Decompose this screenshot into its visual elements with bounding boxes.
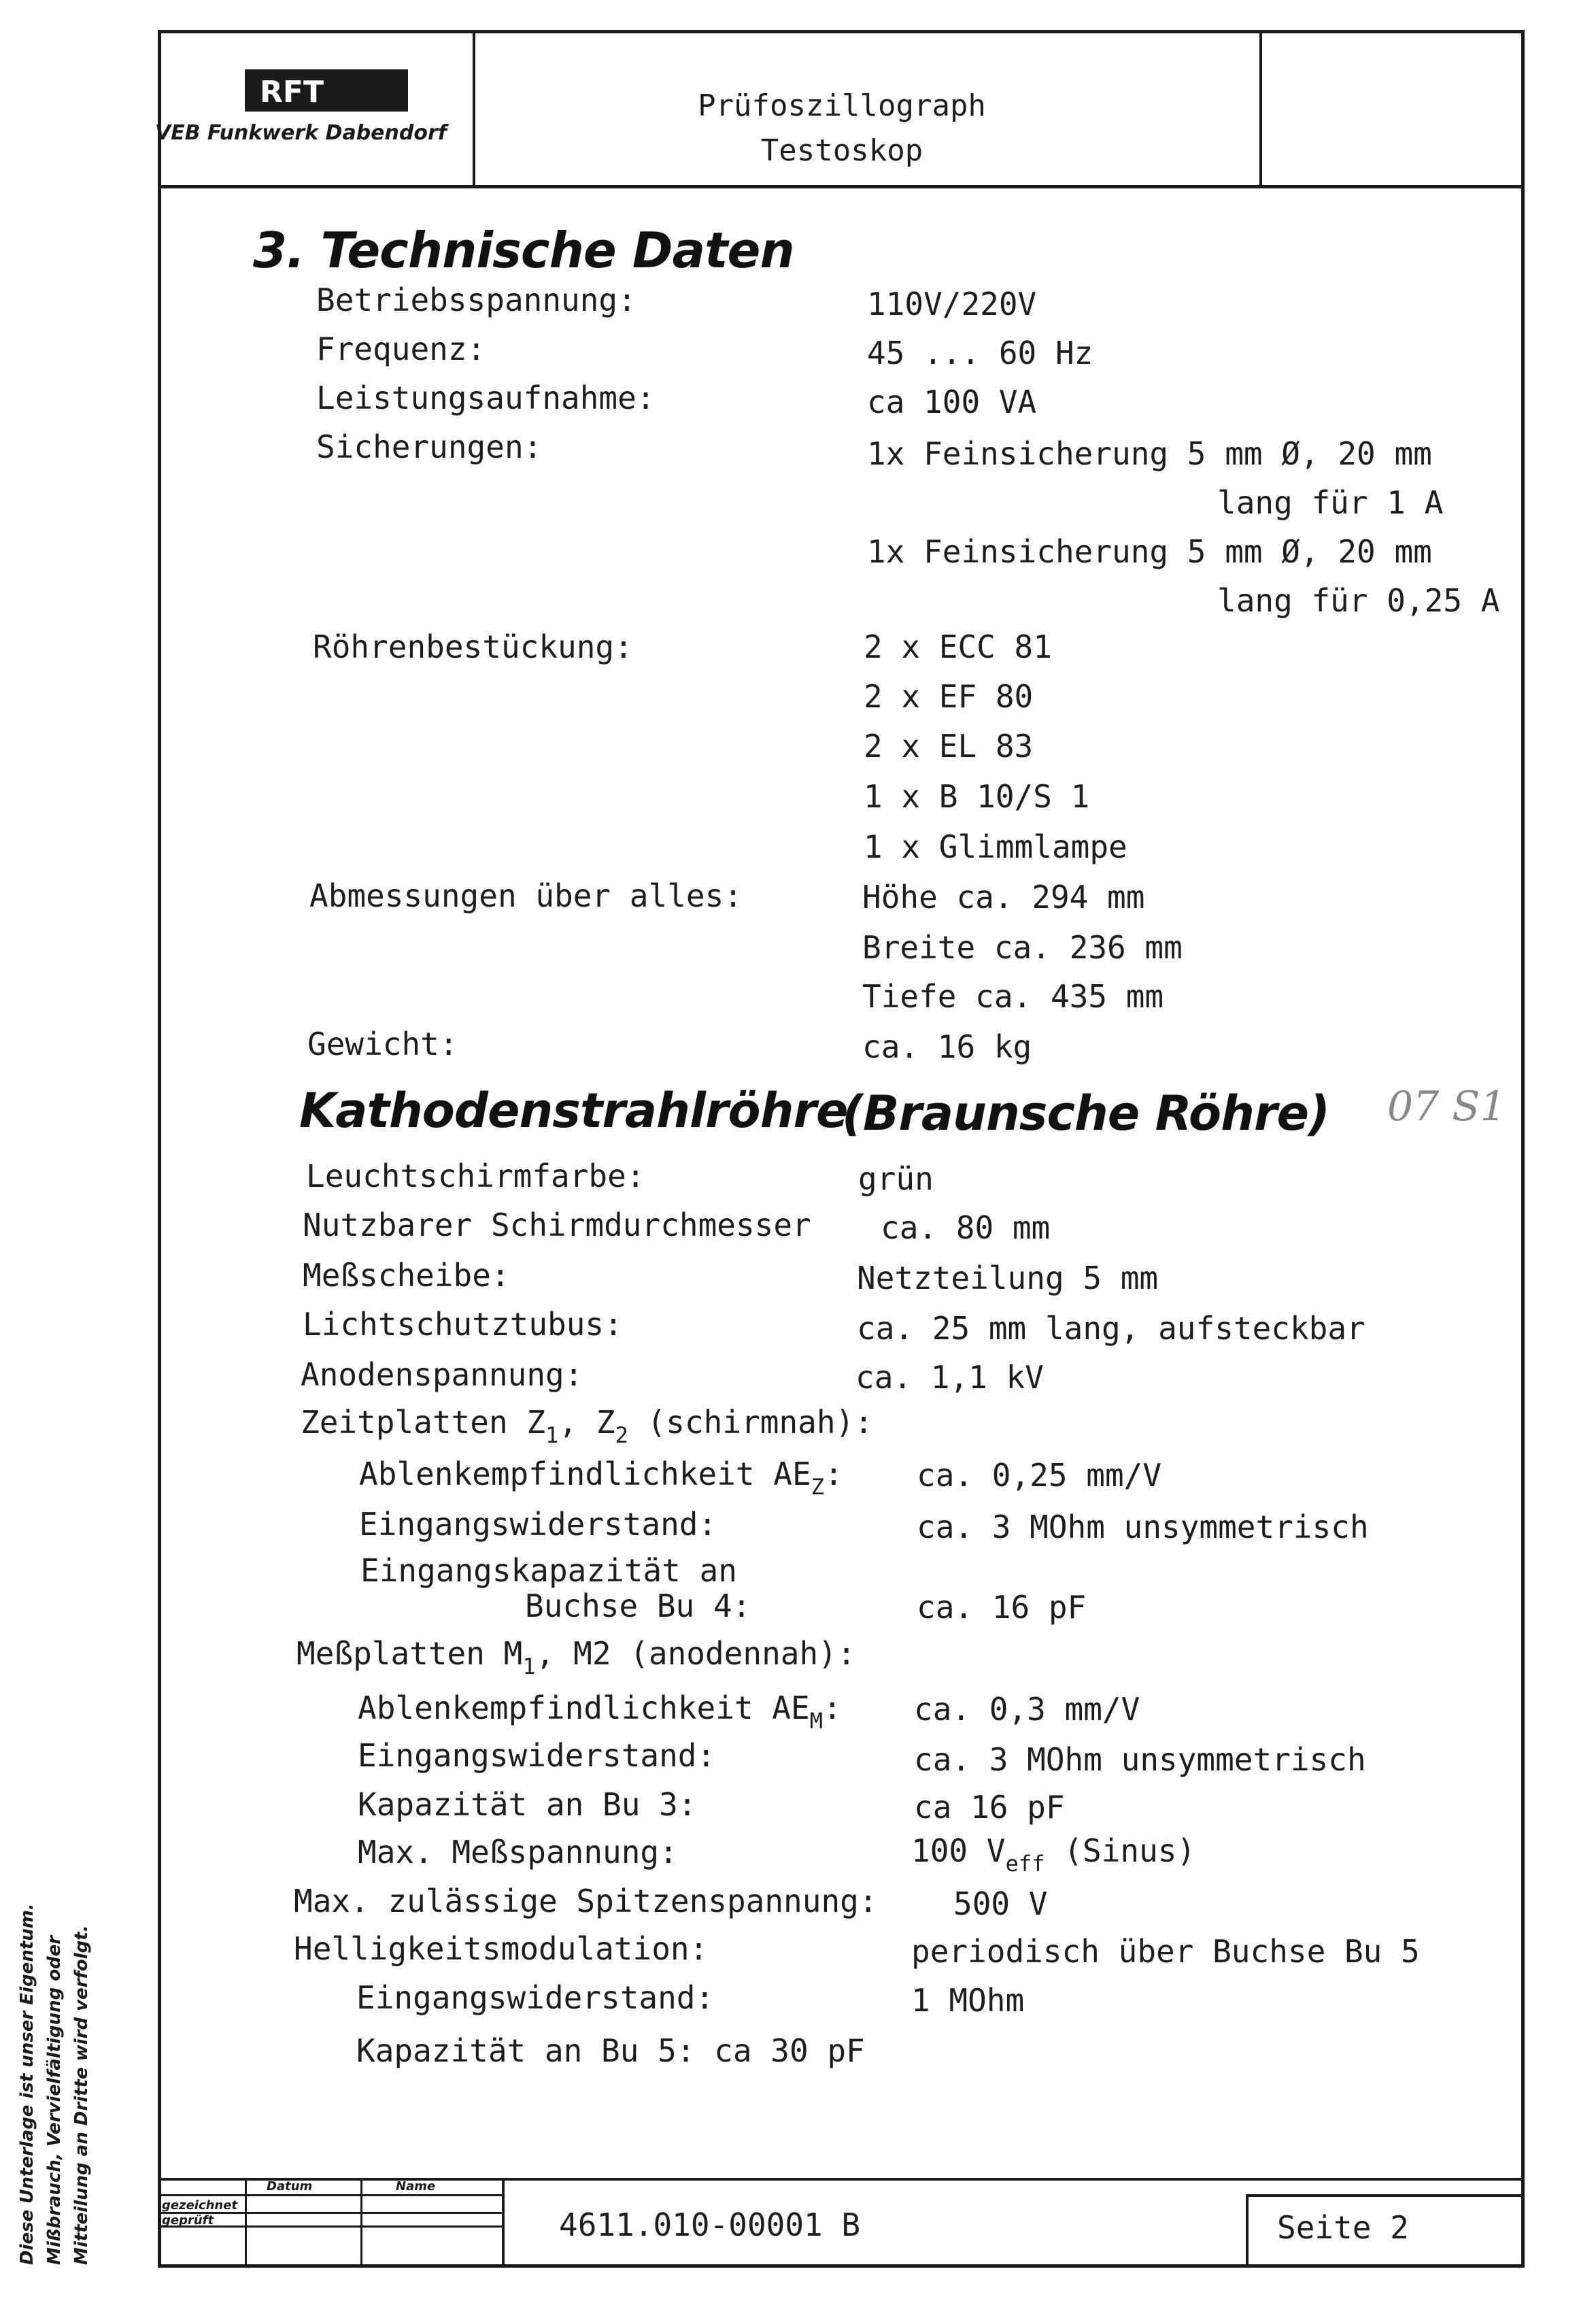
spec-label: Gewicht: <box>307 1026 458 1062</box>
doc-title-line1: Prüfoszillograph <box>698 88 986 123</box>
tube-item: 1 x Glimmlampe <box>864 828 1127 865</box>
copyright-side-note <box>14 1903 95 2265</box>
side-note-line: Mißbrauch, Vervielfältigung oder <box>44 1935 65 2265</box>
crt-value: periodisch über Buchse Bu 5 <box>911 1933 1420 1970</box>
crt-title: Kathodenstrahlröhre <box>299 1083 848 1139</box>
footer-col-name: Name <box>396 2179 436 2194</box>
crt-label: Anodenspannung: <box>301 1356 583 1393</box>
dimension-item: Tiefe ca. 435 mm <box>862 978 1164 1015</box>
crt-label: Lichtschutztubus: <box>303 1306 623 1343</box>
spec-value: lang für 1 A <box>1217 484 1444 521</box>
crt-label: Helligkeitsmodulation: <box>294 1930 709 1967</box>
spec-value: 1x Feinsicherung 5 mm Ø, 20 mm <box>867 533 1432 570</box>
footer-row-geprueft: geprüft <box>162 2213 214 2228</box>
doc-title-line2: Testoskop <box>760 133 923 168</box>
crt-label: Max. zulässige Spitzenspannung: <box>294 1883 878 1919</box>
rft-logo <box>245 69 408 112</box>
spec-value: lang für 0,25 A <box>1217 582 1500 619</box>
crt-label: Leuchtschirmfarbe: <box>306 1158 645 1194</box>
spec-label: Sicherungen: <box>316 429 543 465</box>
crt-value: 500 V <box>953 1885 1048 1922</box>
footer-row-line <box>158 2194 503 2196</box>
logo-text: RFT <box>260 75 324 110</box>
spec-label: Frequenz: <box>316 331 486 367</box>
crt-title-sub: (Braunsche Röhre) <box>842 1086 1329 1141</box>
tube-item: 2 x EL 83 <box>864 728 1034 765</box>
tube-item: 1 x B 10/S 1 <box>864 778 1090 815</box>
crt-value: ca. 3 MOhm unsymmetrisch <box>917 1509 1369 1545</box>
footer-col-line <box>502 2178 505 2266</box>
crt-label: Max. Meßspannung: <box>358 1834 678 1870</box>
crt-value: ca. 80 mm <box>881 1209 1051 1246</box>
crt-line: Kapazität an Bu 5: ca 30 pF <box>356 2032 865 2069</box>
footer-row-gezeichnet: gezeichnet <box>162 2198 238 2213</box>
crt-label: Eingangskapazität an <box>360 1552 737 1589</box>
footer-col-datum: Datum <box>267 2179 313 2194</box>
spec-label: Röhrenbestückung: <box>313 628 633 665</box>
crt-value: ca. 1,1 kV <box>855 1359 1044 1396</box>
crt-value: ca. 16 pF <box>917 1589 1087 1626</box>
tube-item: 2 x EF 80 <box>864 678 1034 715</box>
spec-value: 110V/220V <box>867 286 1037 322</box>
side-note-line: Diese Unterlage ist unser Eigentum. <box>17 1903 37 2265</box>
crt-value: ca 16 pF <box>914 1789 1065 1826</box>
header-divider <box>158 185 1525 188</box>
crt-label: Ablenkempfindlichkeit $AE_M$: <box>358 1690 842 1734</box>
crt-label: Nutzbarer Schirmdurchmesser <box>303 1207 811 1243</box>
company-name: VEB Funkwerk Dabendorf <box>155 121 447 145</box>
header-right-divider <box>1259 30 1262 186</box>
crt-value: ca. 0,3 mm/V <box>914 1691 1140 1728</box>
footer-col-line <box>245 2178 247 2266</box>
crt-value: Netzteilung 5 mm <box>857 1260 1159 1296</box>
crt-value: grün <box>858 1160 934 1197</box>
spec-value: 1x Feinsicherung 5 mm Ø, 20 mm <box>867 435 1432 472</box>
spec-label: Betriebsspannung: <box>316 282 636 318</box>
page-number: Seite 2 <box>1277 2209 1409 2246</box>
dimension-item: Breite ca. 236 mm <box>862 929 1183 966</box>
footer-col-line <box>360 2178 362 2266</box>
crt-label: Eingangswiderstand: <box>356 1979 715 2016</box>
crt-label: Ablenkempfindlichkeit $AE_Z$: <box>359 1456 843 1500</box>
zeitplatten-heading: Zeitplatten $Z_1$, $Z_2$ (schirmnah): <box>301 1404 873 1448</box>
side-note-line: Mitteilung an Dritte wird verfolgt. <box>71 1925 92 2265</box>
spec-value: ca. 16 kg <box>862 1028 1032 1065</box>
handwritten-note: 07 S1 <box>1387 1083 1506 1130</box>
spec-value: ca 100 VA <box>867 384 1037 420</box>
crt-value: ca. 3 MOhm unsymmetrisch <box>914 1741 1366 1778</box>
crt-value: ca. 25 mm lang, aufsteckbar <box>857 1310 1365 1347</box>
crt-value: 100 $V_{eff}$ (Sinus) <box>911 1832 1196 1877</box>
crt-value: 1 MOhm <box>911 1982 1025 2019</box>
section-title: 3. Technische Daten <box>253 222 794 279</box>
doc-number: 4611.010-00001 B <box>559 2206 861 2243</box>
tube-item: 2 x ECC 81 <box>864 628 1052 665</box>
dimension-item: Höhe ca. 294 mm <box>862 879 1145 916</box>
crt-value: ca. 0,25 mm/V <box>917 1457 1162 1494</box>
footer-col-line <box>1246 2194 1249 2266</box>
crt-label: Buchse Bu 4: <box>525 1588 751 1624</box>
spec-value: 45 ... 60 Hz <box>867 335 1093 371</box>
spec-label: Abmessungen über alles: <box>309 877 743 914</box>
footer-right-top-line <box>1246 2194 1525 2197</box>
crt-label: Kapazität an Bu 3: <box>358 1786 697 1823</box>
crt-label: Eingangswiderstand: <box>359 1506 717 1543</box>
footer-top-line <box>158 2178 1525 2181</box>
spec-label: Leistungsaufnahme: <box>316 380 656 416</box>
crt-label: Meßscheibe: <box>303 1257 510 1294</box>
messplatten-heading: Meßplatten $M_1$, M2 (anodennah): <box>296 1635 856 1679</box>
crt-label: Eingangswiderstand: <box>358 1737 716 1774</box>
